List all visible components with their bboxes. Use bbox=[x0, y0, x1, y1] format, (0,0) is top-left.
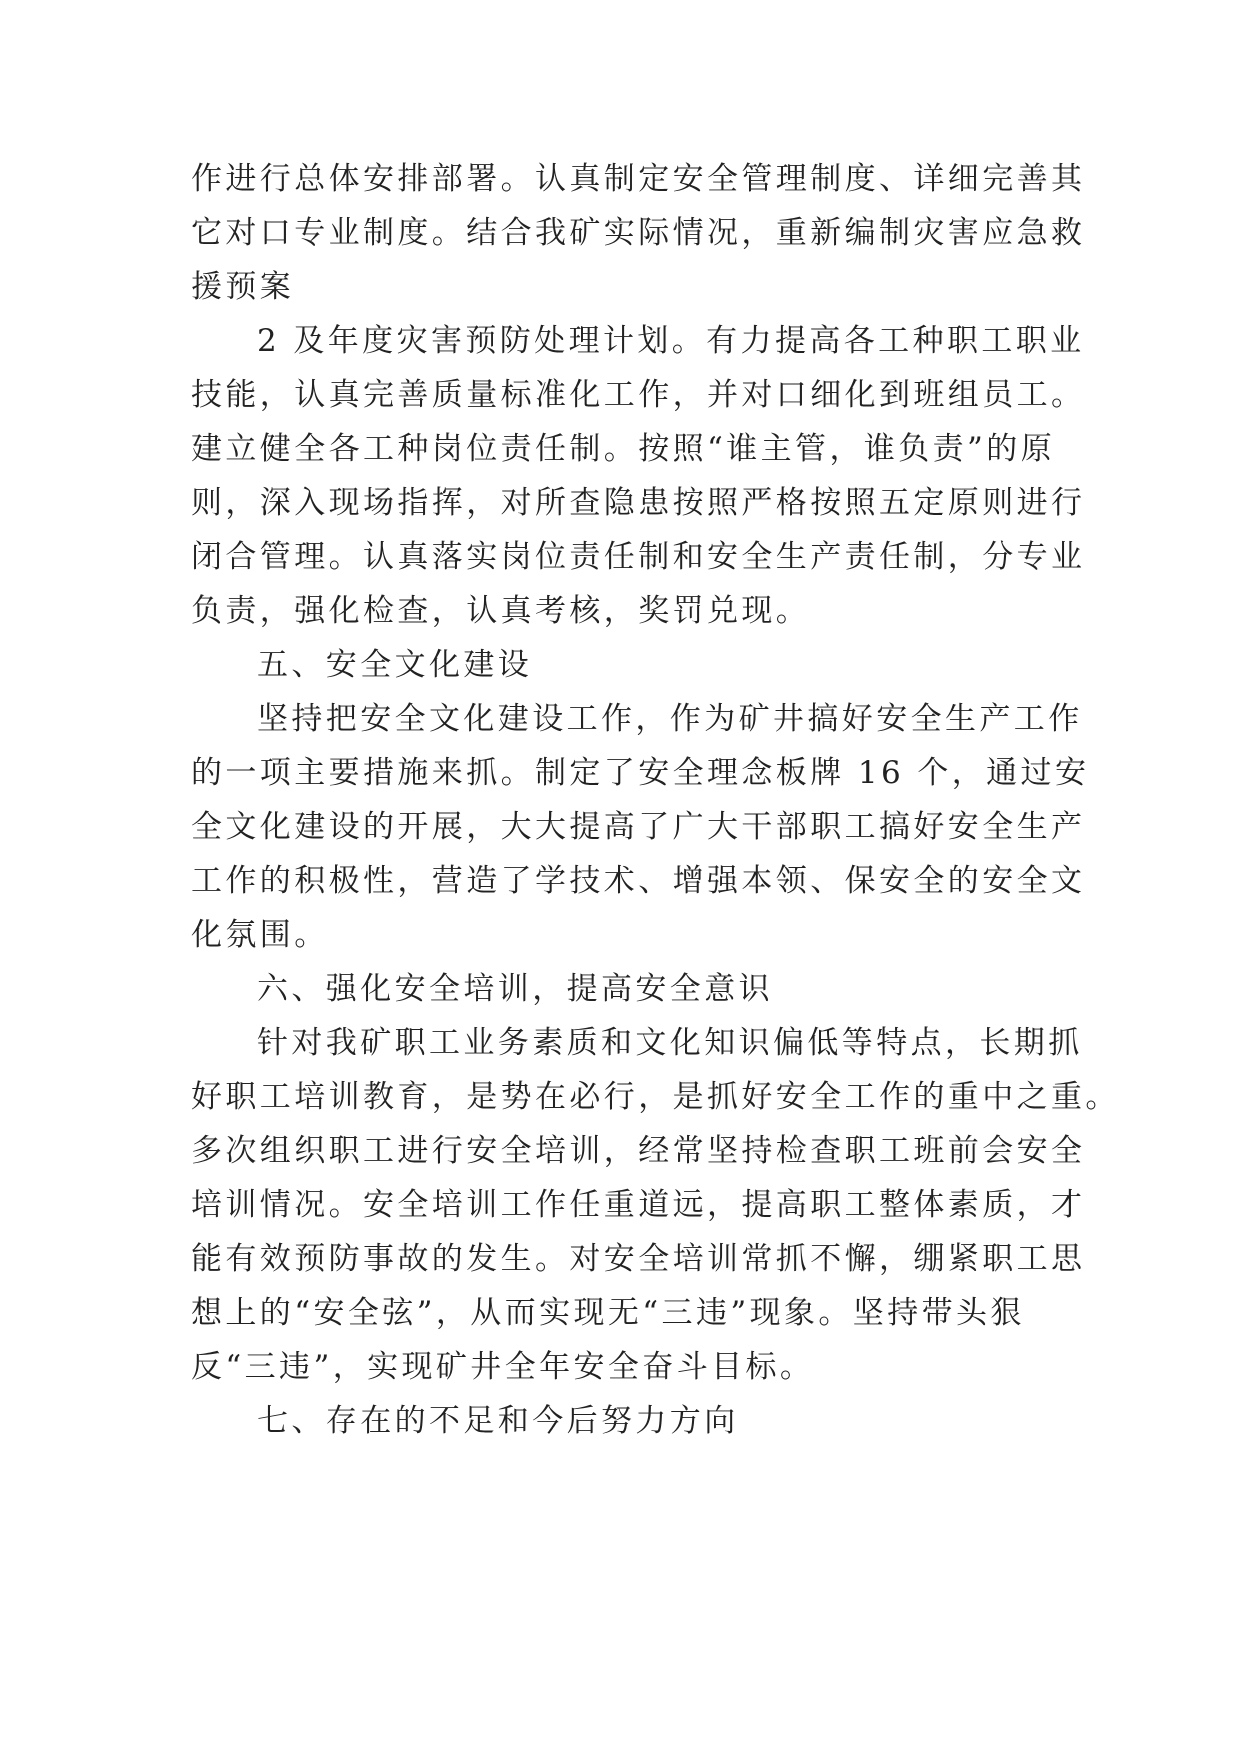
text-line: 闭合管理。认真落实岗位责任制和安全生产责任制，分专业 bbox=[191, 539, 1086, 575]
paragraph-first-line: 针对我矿职工业务素质和文化知识偏低等特点，长期抓 bbox=[257, 1025, 1083, 1061]
text-line: 能有效预防事故的发生。对安全培训常抓不懈，绷紧职工思 bbox=[191, 1241, 1086, 1277]
text-line: 多次组织职工进行安全培训，经常坚持检查职工班前会安全 bbox=[191, 1133, 1086, 1169]
section-heading-5: 五、安全文化建设 bbox=[257, 647, 533, 683]
text-line: 它对口专业制度。结合我矿实际情况，重新编制灾害应急救 bbox=[191, 215, 1086, 251]
text-line: 作进行总体安排部署。认真制定安全管理制度、详细完善其 bbox=[191, 161, 1086, 197]
text-line: 反“三违”，实现矿井全年安全奋斗目标。 bbox=[191, 1349, 815, 1385]
text-line: 想上的“安全弦”，从而实现无“三违”现象。坚持带头狠 bbox=[191, 1295, 1025, 1331]
paragraph-first-line: 坚持把安全文化建设工作，作为矿井搞好安全生产工作 bbox=[257, 701, 1083, 737]
text-line: 培训情况。安全培训工作任重道远，提高职工整体素质，才 bbox=[191, 1187, 1086, 1223]
text-line: 援预案 bbox=[191, 269, 295, 305]
text-line: 建立健全各工种岗位责任制。按照“谁主管，谁负责”的原 bbox=[191, 431, 1056, 467]
section-heading-7: 七、存在的不足和今后努力方向 bbox=[257, 1403, 739, 1439]
text-line: 的一项主要措施来抓。制定了安全理念板牌 16 个，通过安 bbox=[191, 755, 1090, 791]
section-heading-6: 六、强化安全培训，提高安全意识 bbox=[257, 971, 773, 1007]
text-line: 则，深入现场指挥，对所查隐患按照严格按照五定原则进行 bbox=[191, 485, 1086, 521]
text-line: 好职工培训教育，是势在必行，是抓好安全工作的重中之重。 bbox=[191, 1079, 1120, 1115]
paragraph-first-line: 2 及年度灾害预防处理计划。有力提高各工种职工职业 bbox=[257, 323, 1085, 359]
text-line: 化氛围。 bbox=[191, 917, 329, 953]
text-line: 工作的积极性，营造了学技术、增强本领、保安全的安全文 bbox=[191, 863, 1086, 899]
text-line: 负责，强化检查，认真考核，奖罚兑现。 bbox=[191, 593, 811, 629]
text-line: 技能，认真完善质量标准化工作，并对口细化到班组员工。 bbox=[191, 377, 1086, 413]
text-line: 全文化建设的开展，大大提高了广大干部职工搞好安全生产 bbox=[191, 809, 1086, 845]
document-body bbox=[191, 152, 1120, 1448]
